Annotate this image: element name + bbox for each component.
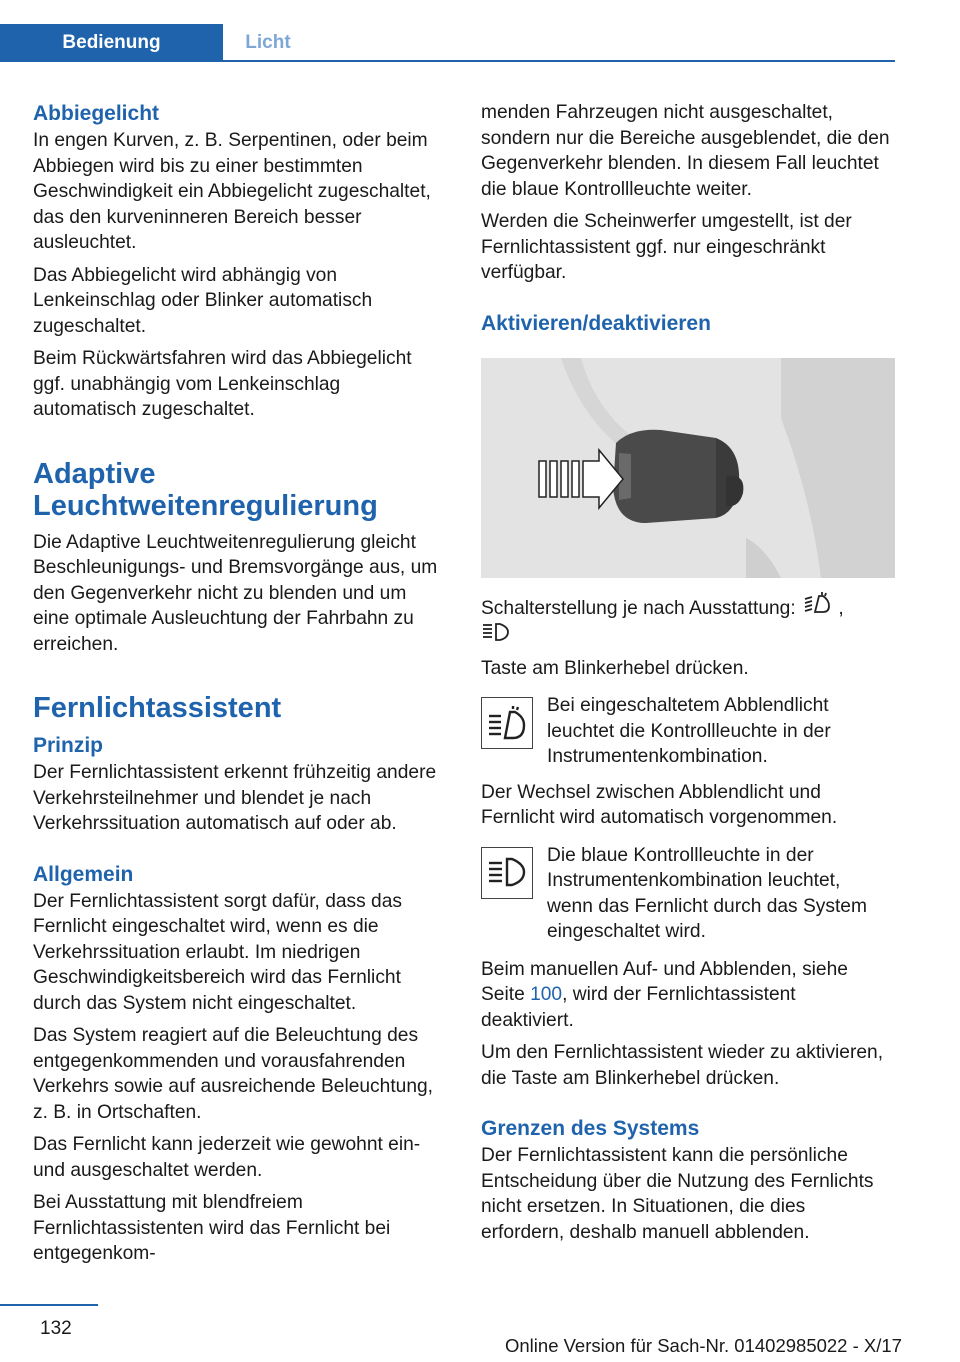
paragraph: Das System reagiert auf die Beleuchtung des entgegenkommenden und vorausfahrenden Verkehrs sowie auf ausreichende Beleuchtung, z. B. in Ortschaften. — [33, 1025, 433, 1123]
heading-abbiegelicht: Abbiegelicht — [33, 102, 160, 125]
high-beam-assistant-icon — [484, 700, 530, 746]
paragraph: Bei Ausstattung mit blendfreiem Fernlichtassistenten wird das Fernlicht bei entgegenkom- — [33, 1192, 391, 1264]
header-rule — [0, 60, 895, 62]
schalter-separator: , — [838, 597, 844, 619]
paragraph: In engen Kurven, z. B. Serpentinen, oder beim Abbiegen wird bis zu einer bestimmten Geschwindigkeit ein Abbiegelicht zugeschaltet, das den kurveninneren Bereich besser ausleuchtet. — [33, 130, 431, 253]
paragraph: Der Fernlichtassistent kann die persönliche Entscheidung über die Nutzung des Fernlichts nicht ersetzen. In Situationen, die dies erfordern, deshalb manuell abblenden. — [481, 1145, 874, 1243]
high-beam-assistant-icon — [801, 590, 833, 616]
indicator-box — [481, 697, 533, 749]
heading-fernlichtassistent: Fernlichtassistent — [33, 692, 282, 724]
paragraph: Das Abbiegelicht wird abhängig von Lenkeinschlag oder Blinker automatisch zugeschaltet. — [33, 264, 373, 337]
indicator-text: Bei eingeschaltetem Abblendlicht leuchtet die Kontrollleuchte in der Instrumentenkombination. — [547, 695, 831, 767]
page-number: 132 — [40, 1318, 72, 1339]
high-beam-icon — [484, 850, 530, 896]
paragraph: Das Fernlicht kann jederzeit wie gewohnt ein- und ausgeschaltet werden. — [33, 1134, 421, 1181]
right-column — [481, 100, 891, 1252]
online-version-note: Online Version für Sach-Nr. 01402985022 - X/17 — [505, 1335, 902, 1356]
paragraph: Der Wechsel zwischen Abblendlicht und Fernlicht wird automatisch vorgenommen. — [481, 781, 838, 828]
tab-bedienung[interactable]: Bedienung — [0, 24, 223, 61]
paragraph: Beim Rückwärtsfahren wird das Abbiegelicht ggf. unabhängig vom Lenkeinschlag automatisch zugeschaltet. — [33, 348, 412, 420]
paragraph: Die Adaptive Leuchtweitenregulierung gleicht Beschleunigungs- und Bremsvorgänge aus, um den Gegenverkehr nicht zu blenden und um eine optimale Ausleuchtung der Fahrbahn zu erreichen. — [33, 531, 438, 655]
paragraph: Der Fernlichtassistent sorgt dafür, dass das Fernlicht eingeschaltet wird, wenn es die Verkehrssituation erlaubt. Im niedrigen Geschwindigkeitsbereich wird das Fernlicht durch das System nicht eingeschaltet. — [33, 890, 402, 1014]
paragraph: Der Fernlichtassistent erkennt frühzeitig andere Verkehrsteilnehmer und blendet je nach Verkehrssituation automatisch auf oder ab. — [33, 762, 437, 834]
heading-grenzen-des-systems: Grenzen des Systems — [481, 1117, 700, 1140]
indicator-block-highbeam — [481, 843, 891, 945]
indicator-box — [481, 847, 533, 899]
footer-rule — [0, 1304, 98, 1306]
paragraph-manuell — [481, 957, 891, 1034]
paragraph: menden Fahrzeugen nicht ausgeschaltet, sondern nur die Bereiche ausgeblendet, die den Gegenverkehr blenden. In diesem Fall leuchtet die blaue Kontrollleuchte weiter. — [481, 102, 890, 200]
heading-line: Leuchtweitenregulierung — [33, 489, 378, 522]
lever-photo — [481, 358, 895, 578]
schalter-text: Schalterstellung je nach Ausstattung: — [481, 597, 796, 619]
left-column — [33, 100, 443, 1274]
heading-aktivieren-deaktivieren: Aktivieren/deaktivieren — [481, 311, 711, 335]
manuell-pre: Beim manuellen Auf- und Abblenden, siehe Seite — [481, 958, 848, 1005]
heading-line: Adaptive — [33, 457, 156, 490]
manuell-post: , wird der Fernlichtassistent deaktiviert. — [481, 984, 796, 1031]
paragraph-schalterstellung — [481, 590, 891, 649]
high-beam-icon — [481, 621, 511, 643]
indicator-text: Die blaue Kontrollleuchte in der Instrumentenkombination leuchtet, wenn das Fernlicht durch das System eingeschaltet wird. — [547, 844, 867, 942]
indicator-block-assistant — [481, 693, 891, 770]
heading-allgemein: Allgemein — [33, 862, 134, 886]
heading-adaptive-leuchtweitenregulierung — [33, 458, 443, 522]
page-link-100[interactable]: 100 — [530, 984, 563, 1005]
paragraph: Taste am Blinkerhebel drücken. — [481, 657, 749, 679]
heading-prinzip: Prinzip — [33, 734, 104, 757]
tab-licht[interactable]: Licht — [245, 31, 291, 53]
paragraph: Um den Fernlichtassistent wieder zu aktivieren, die Taste am Blinkerhebel drücken. — [481, 1042, 884, 1089]
page-header — [0, 0, 895, 62]
paragraph: Werden die Scheinwerfer umgestellt, ist der Fernlichtassistent ggf. nur eingeschränkt verfügbar. — [481, 211, 852, 283]
